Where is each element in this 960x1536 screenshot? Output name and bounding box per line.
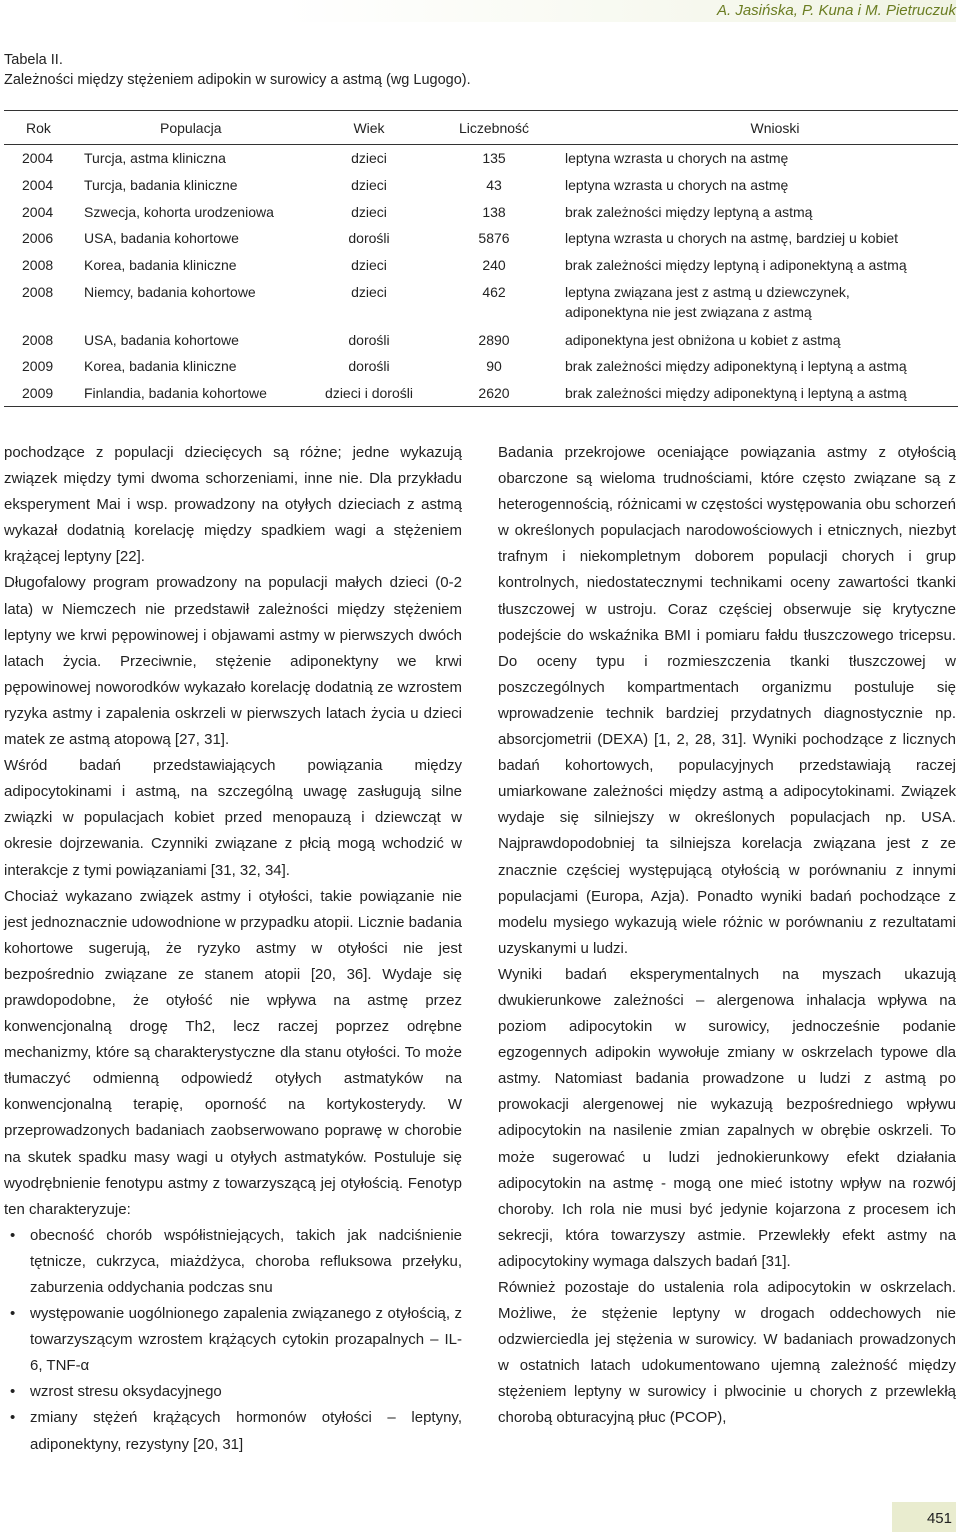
cell-populacja: USA, badania kohortowe [84, 332, 239, 348]
cell-wnioski: leptyna związana jest z astmą u dziewczynek, adiponektyna nie jest związana z astmą [565, 284, 850, 320]
list-item: • wzrost stresu oksydacyjnego [4, 1379, 462, 1405]
cell-wnioski: leptyna wzrasta u chorych na astmę [565, 177, 789, 193]
body-paragraph: Badania przekrojowe oceniające powiązania astmy z otyłością obarczone są wieloma trudnościami, które często związane są z heterogennością, różnicami w częstości występowania obu schorzeń w określonych populacjach narodowościowych i etnicznych, niezbyt trafnym i niekompletnym doborem populacji chorych i grup kontrolnych, niedostatecznymi technikami oceny zawartości tkanki tłuszczowej w ustroju. Coraz częściej obserwuje się krytyczne podejście do wskaźnika BMI i pomiaru fałdu tłuszczowego tricepsu. Do oceny typu i rozmieszczenia tkanki tłuszczowej w poszczególnych kompartmentach organizmu postuluje się wprowadzenie technik bardziej przydatnych diagnostycznie np. absorcjometrii (DEXA) [1, 2, 28, 31]. Wyniki pochodzące z licznych badań kohortowych, populacyjnych przedstawiają raczej umiarkowane zależności między astmą a adipocytokinami. Związek wydaje się silniejszy w określonych populacjach np. USA. Najprawdopodobniej ta silniejsza korelacja związana jest z ze znacznie częściej występującą otyłością w porównaniu z innymi populacjami (Europa, Azja). Ponadto wyniki badań pochodzące z modelu mysiego wykazują wiele różnic w porównaniu z rezultatami uzyskanymi u ludzi. [498, 444, 956, 957]
cell-wiek: dzieci [351, 150, 387, 166]
cell-populacja: Szwecja, kohorta urodzeniowa [84, 204, 274, 220]
running-header [0, 0, 956, 22]
cell-wiek: dorośli [348, 332, 390, 348]
cell-wiek: dzieci [351, 204, 387, 220]
th-rok: Rok [26, 120, 51, 136]
cell-populacja: Korea, badania kliniczne [84, 257, 237, 273]
page-number-text: 451 [926, 1510, 952, 1527]
cell-liczebnosc: 43 [486, 177, 502, 193]
table-row [4, 255, 958, 277]
cell-wnioski: brak zależności między leptyną i adiponektyną a astmą [565, 257, 907, 273]
table-title: Zależności między stężeniem adipokin w surowicy a astmą (wg Lugogo). [4, 72, 471, 88]
cell-populacja: Turcja, astma kliniczna [84, 150, 226, 166]
cell-wiek: dzieci [351, 257, 387, 273]
table-rule-top [4, 110, 958, 111]
cell-rok: 2004 [22, 177, 54, 193]
cell-populacja: Turcja, badania kliniczne [84, 177, 238, 193]
body-paragraph: Długofalowy program prowadzony na populacji małych dzieci (0-2 lata) w Niemczech nie przedstawił zależności między stężeniem leptyny we krwi pępowinowej i objawami astmy w pierwszych dwóch latach życia. Przeciwnie, stężenie adiponektyny we krwi pępowinowej noworodków wykazało korelację dodatnią ze wzrostem ryzyka astmy i zapalenia oskrzeli w pierwszych latach życia u dzieci matek ze astmą atopową [27, 31]. [4, 574, 462, 749]
cell-wiek: dorośli [348, 358, 390, 374]
table-rule-bottom [4, 406, 958, 407]
table-row [4, 282, 958, 326]
cell-rok: 2008 [22, 257, 54, 273]
cell-liczebnosc: 138 [482, 204, 506, 220]
cell-wnioski: adiponektyna jest obniżona u kobiet z astmą [565, 332, 841, 348]
table-row [4, 383, 958, 405]
body-paragraph: pochodzące z populacji dziecięcych są różne; jedne wykazują związek między tymi dwoma schorzeniami, inne nie. Dla przykładu eksperyment Mai i wsp. prowadzony na otyłych dzieciach z astmą wykazał dodatnią korelację między spadkiem wagi a stężeniem krążącej leptyny [22]. [4, 444, 462, 566]
cell-populacja: Finlandia, badania kohortowe [84, 385, 267, 401]
right-column [498, 440, 956, 1432]
cell-wiek: dorośli [348, 230, 390, 246]
cell-rok: 2009 [22, 358, 54, 374]
cell-wiek: dzieci [351, 284, 387, 300]
cell-wnioski: leptyna wzrasta u chorych na astmę, bardziej u kobiet [565, 230, 899, 246]
list-item: • występowanie uogólnionego zapalenia związanego z otyłością, z towarzyszącym wzrostem krążących cytokin prozapalnych – IL-6, TNF-α [4, 1301, 462, 1379]
page-number [892, 1502, 956, 1532]
cell-populacja: USA, badania kohortowe [84, 230, 239, 246]
cell-liczebnosc: 5876 [478, 230, 510, 246]
table-label: Tabela II. [4, 52, 63, 68]
cell-rok: 2009 [22, 385, 54, 401]
body-paragraph: Chociaż wykazano związek astmy i otyłości, takie powiązanie nie jest jednoznacznie udowodnione w przypadku atopii. Licznie badania kohortowe sugerują, że ryzyko astmy w otyłości nie jest bezpośrednio związane ze stanem atopii [20, 36]. Wydaje się prawdopodobne, że otyłość nie wpływa na astmę przez konwencjonalną drogę Th2, lecz raczej poprzez odrębne mechanizmy, które są charakterystyczne dla stanu otyłości. To może tłumaczyć odmienną odpowiedź otyłych astmatyków na konwencjonalną terapię, oporność na kortykosterydy. W przeprowadzonych badaniach zaobserwowano poprawę w chorobie na skutek spadku masy wagi u otyłych astmatyków. Postuluje się wyodrębnienie fenotypu astmy z towarzyszącą jej otyłością. Fenotyp ten charakteryzuje: [4, 887, 462, 1218]
list-item: • obecność chorób współistniejących, takich jak nadciśnienie tętnicze, cukrzyca, miażdżyca, choroba refluksowa przełyku, zaburzenia oddychania podczas snu [4, 1223, 462, 1301]
header-authors: A. Jasińska, P. Kuna i M. Pietruczuk [717, 2, 956, 19]
body-paragraph: Wyniki badań eksperymentalnych na myszach ukazują dwukierunkowe zależności – alergenowa inhalacja wpływa na poziom adipocytokin w surowicy, jednocześnie podanie egzogennych adipokin wywołuje zmiany w oskrzelach typowe dla astmy. Natomiast badania prowadzone u ludzi z astmą po prowokacji alergenowej nie wykazują bezpośredniego wpływu adipocytokin na nasilenie zmian zapalnych w obrębie oskrzeli. To może sugerować u ludzi jednokierunkowy efekt działania adipocytokin na astmę - mogą one mieć istotny wpływ na rozwój choroby. Ich rola nie musi być jedynie kojarzona z procesem ich sekrecji, która towarzyszy astmie. Przewlekły efekt astmy na adipocytokiny wymaga dalszych badań [31]. [498, 965, 956, 1270]
cell-wnioski: leptyna wzrasta u chorych na astmę [565, 150, 789, 166]
body-paragraph: Wśród badań przedstawiających powiązania między adipocytokinami i astmą, na szczególną uwagę zasługują silne związki w populacjach kobiet przed menopauzą i dziewcząt w okresie dojrzewania. Czynniki związane z płcią mogą wchodzić w interakcje z tymi powiązaniami [31, 32, 34]. [4, 757, 462, 879]
table-row [4, 202, 958, 224]
cell-rok: 2004 [22, 204, 54, 220]
left-column [4, 440, 462, 1458]
cell-liczebnosc: 2620 [478, 385, 510, 401]
table-row [4, 148, 958, 170]
bullet-list [4, 1223, 462, 1458]
th-liczebnosc: Liczebność [458, 120, 530, 136]
table-row [4, 175, 958, 197]
table-row [4, 228, 958, 250]
th-wiek: Wiek [353, 120, 385, 136]
cell-liczebnosc: 2890 [478, 332, 510, 348]
cell-wiek: dzieci [351, 177, 387, 193]
body-paragraph: Również pozostaje do ustalenia rola adipocytokin w oskrzelach. Możliwe, że stężenie leptyny w drogach oddechowych nie odzwierciedla jej stężenia w surowicy. W badaniach prowadzonych w ostatnich latach udokumentowano ujemną zależność między stężeniem leptyny w surowicy i plwocinie u chorych z przewlekłą chorobą obturacyjną płuc (PCOP), [498, 1279, 956, 1427]
th-populacja: Populacja [160, 120, 222, 136]
cell-liczebnosc: 240 [482, 257, 506, 273]
cell-liczebnosc: 135 [482, 150, 506, 166]
cell-wnioski: brak zależności między leptyną a astmą [565, 204, 813, 220]
cell-rok: 2008 [22, 284, 54, 300]
th-wnioski: Wnioski [750, 120, 800, 136]
list-item: • zmiany stężeń krążących hormonów otyłości – leptyny, adiponektyny, rezystyny [20, 31] [4, 1405, 462, 1457]
cell-rok: 2008 [22, 332, 54, 348]
table-row [4, 330, 958, 352]
cell-rok: 2004 [22, 150, 54, 166]
cell-liczebnosc: 462 [482, 284, 506, 300]
table-header-row [4, 118, 958, 140]
cell-rok: 2006 [22, 230, 54, 246]
cell-wiek: dzieci i dorośli [325, 385, 413, 401]
table-row [4, 356, 958, 378]
table-caption [4, 50, 471, 90]
cell-wnioski: brak zależności między adiponektyną i leptyną a astmą [565, 358, 907, 374]
cell-populacja: Niemcy, badania kohortowe [84, 284, 256, 300]
cell-populacja: Korea, badania kliniczne [84, 358, 237, 374]
table-rule-mid [4, 144, 958, 145]
cell-wnioski: brak zależności między adiponektyną i leptyną a astmą [565, 385, 907, 401]
cell-liczebnosc: 90 [486, 358, 502, 374]
